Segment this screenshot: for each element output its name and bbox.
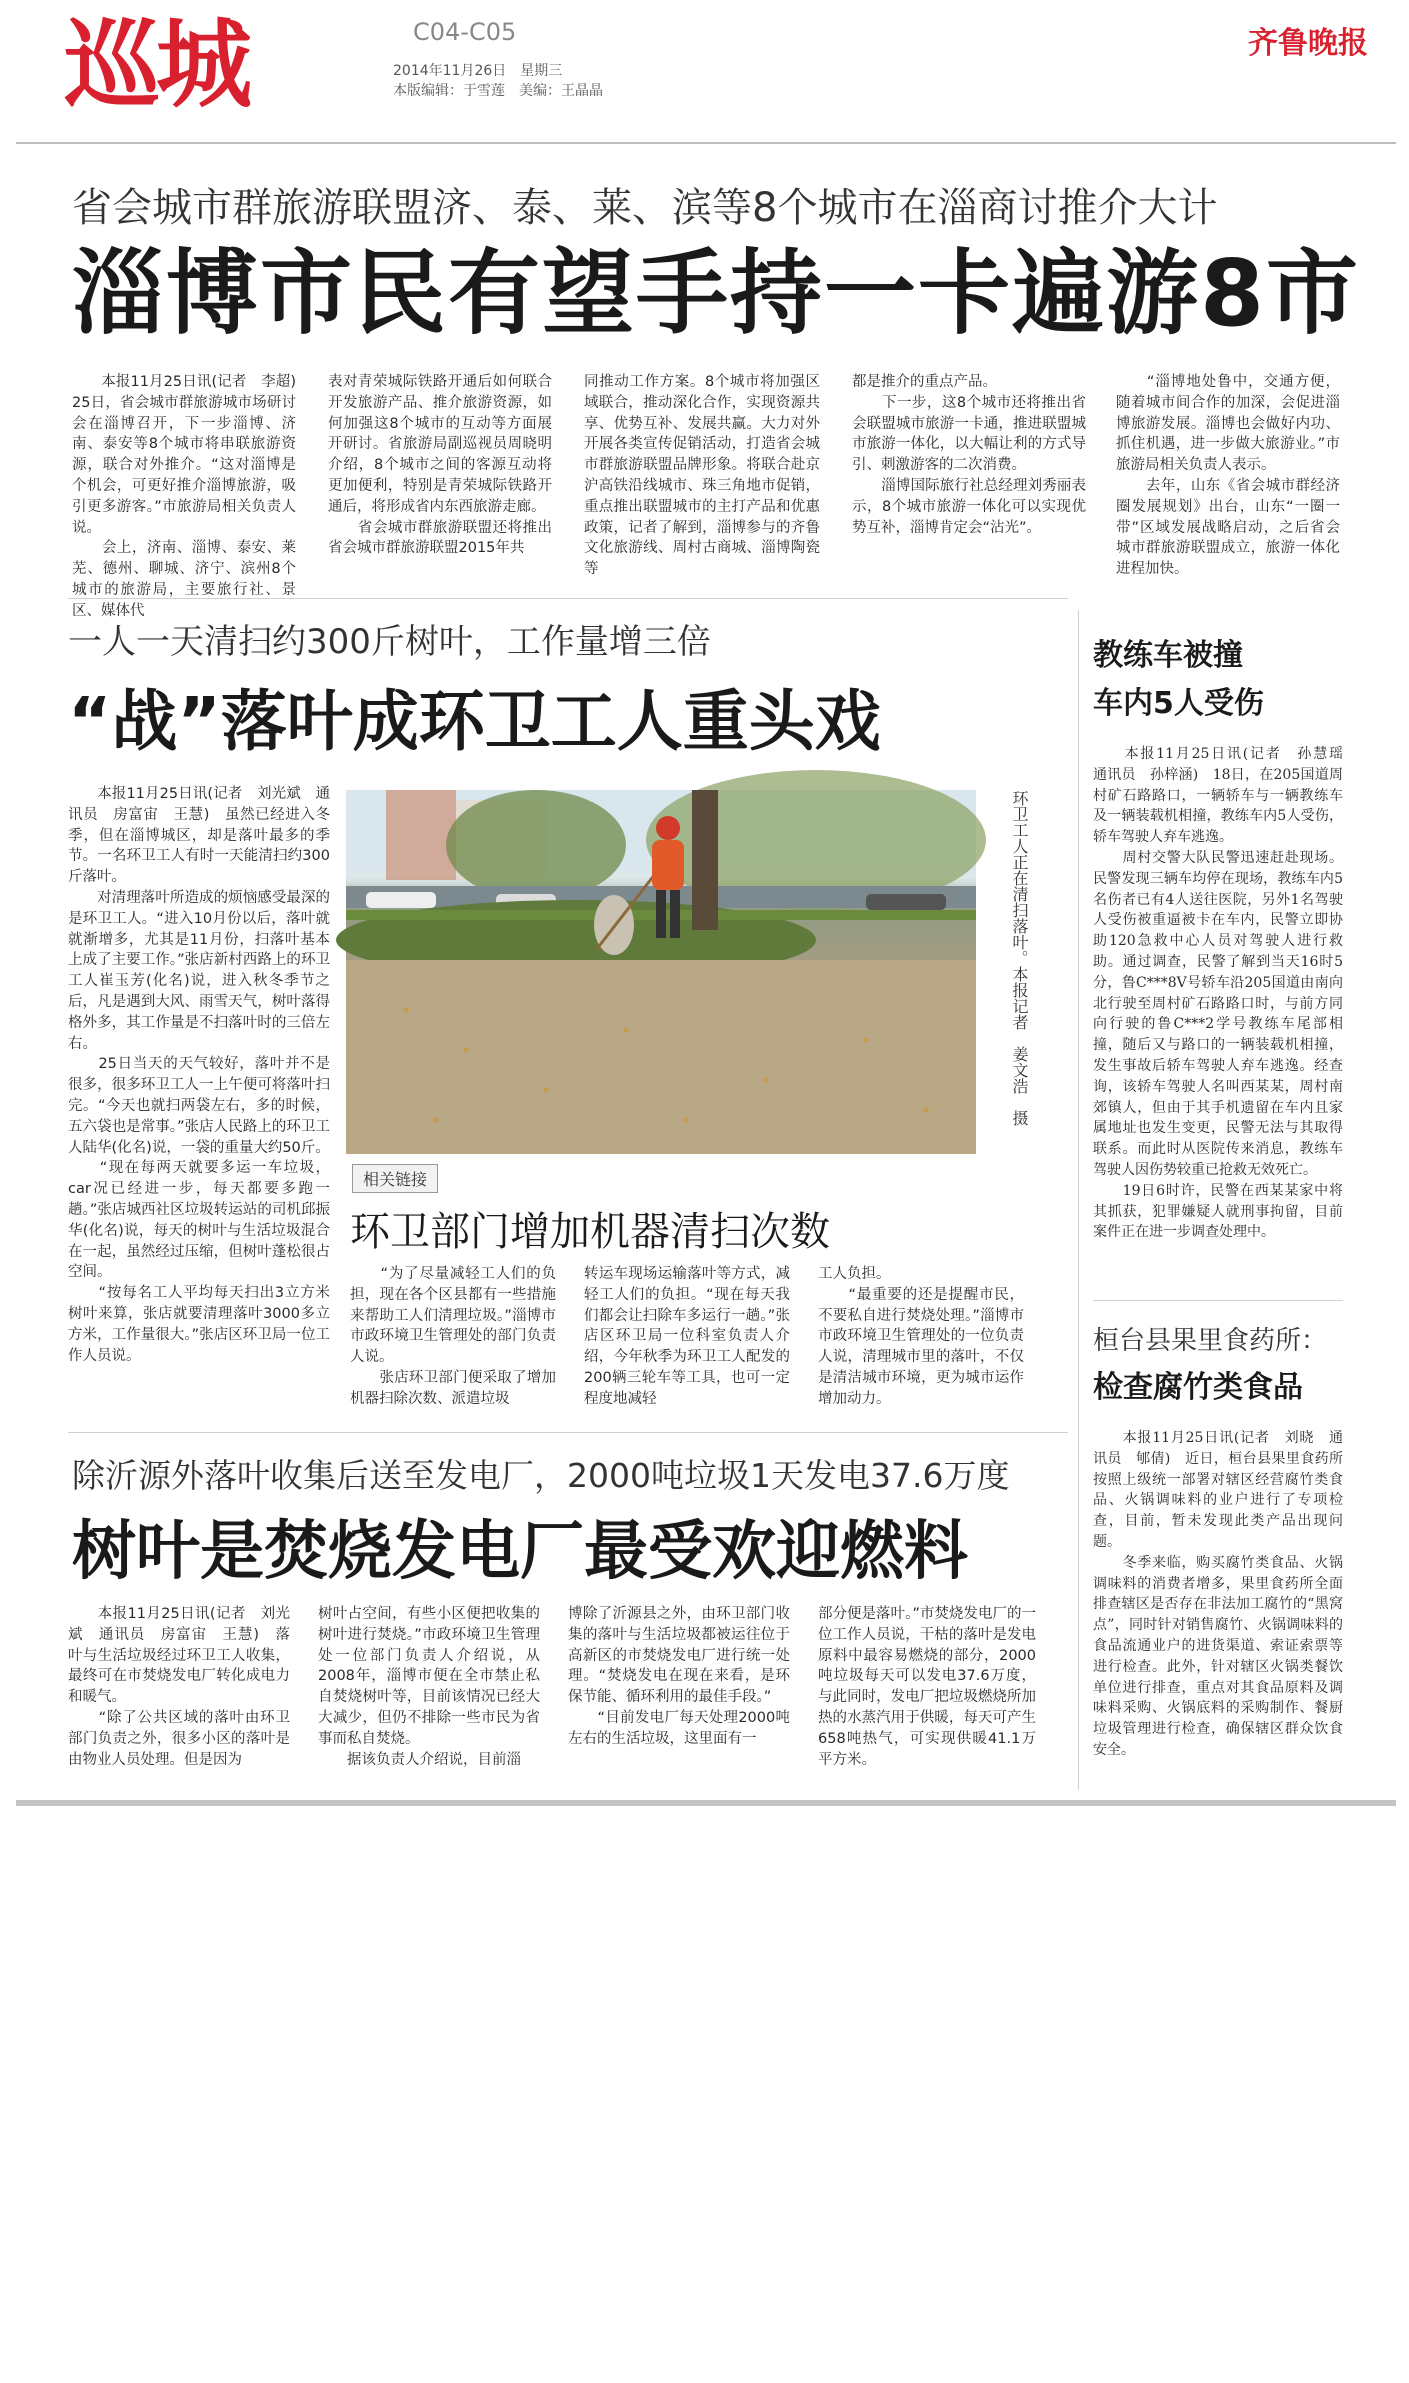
sidebar-story2-body: 本报11月25日讯(记者 刘晓 通讯员 郇倩) 近日，桓台县果里食药所按照上级统一部署对辖区经营腐竹类食品、火锅调味料的业户进行了专项检查，目前，暂未发现此类产品出现问题。 冬季来临，购买腐竹类食品、火锅调味料的消费者增多，果里食药所全面排查辖区是否存在非法加工腐竹的“黑窝点”，同时针对销售腐竹、火锅调味料的食品流通业户的进货渠道、索证索票等进行检查。此外，针对辖区火锅类餐饮单位进行排查，重点对其食品原料及调味料采购、火锅底料的采购制作、餐厨垃圾管理进行检查，确保辖区群众饮食安全。: [1093, 1430, 1343, 1758]
lead-headline: 淄博市民有望手持一卡遍游8市: [72, 240, 1361, 347]
related-column-1: “为了尽量减轻工人们的负担，现在各个区县都有一些措施来帮助工人们清理垃圾。”淄博市市政环境卫生管理处的部门负责人说。 张店环卫部门便采取了增加机器扫除次数、派遣垃圾: [350, 1266, 556, 1407]
sidebar-story2-kicker: 桓台县果里食药所：: [1093, 1326, 1328, 1356]
lead-column-5: “淄博地处鲁中，交通方便，随着城市间合作的加深，会促进淄博旅游发展。淄博也会做好内功、抓住机遇，进一步做大旅游业。”市旅游局相关负责人表示。 去年，山东《省会城市群经济圈发展规划》出台，山东“一圈一带”区域发展战略启动，之后省会城市群旅游联盟成立，旅游一体化进程加快。: [1116, 374, 1340, 578]
section-divider: [68, 598, 1068, 599]
leaves-column-1: 本报11月25日讯(记者 刘光斌 通讯员 房富宙 王慧) 虽然已经进入冬季，但在淄博城区，却是落叶最多的季节。一名环卫工人有时一天能清扫约300斤落叶。 对清理落叶所造成的烦恼感受最深的是环卫工人。“进入10月份以后，落叶就就渐增多，尤其是11月份，扫落叶基本上成了主要工作。”张店新村西路上的环卫工人崔玉芳(化名)说，进入秋冬季节之后，凡是遇到大风、雨雪天气，树叶落得格外多，其工作量是不扫落叶时的三倍左右。 25日当天的天气较好，落叶并不是很多，很多环卫工人一上午便可将落叶扫完。“今天也就扫两袋左右，多的时候，五六袋也是常事。”张店人民路上的环卫工人陆华(化名)说，一袋的重量大约50斤。 “现在每两天就要多运一车垃圾，car况已经进一步，每天都要多跑一趟。”张店城西社区垃圾转运站的司机邱振华(化名)说，每天的树叶与生活垃圾混合在一起，虽然经过压缩，但树叶蓬松很占空间。 “按每名工人平均每天扫出3立方米树叶来算，张店就要清理落叶3000多立方米，工作量很大。”张店区环卫局一位工作人员说。: [68, 786, 330, 1364]
related-column-2: 转运车现场运输落叶等方式，减轻工人们的负担。“现在每天我们都会让扫除车多运行一趟。”张店区环卫局一位科室负责人介绍，今年秋季为环卫工人配发的200辆三轮车等工具，也可一定程度地减轻: [584, 1266, 790, 1407]
issue-date: 2014年11月26日 星期三: [393, 63, 563, 79]
power-column-1: 本报11月25日讯(记者 刘光斌 通讯员 房富宙 王慧) 落叶与生活垃圾经过环卫工人收集，最终可在市焚烧发电厂转化成电力和暖气。 “除了公共区域的落叶由环卫部门负责之外，很多小区的落叶是由物业人员处理。但是因为: [68, 1606, 290, 1768]
footer-rule: [16, 1800, 1396, 1806]
leaves-kicker: 一人一天清扫约300斤树叶，工作量增三倍: [68, 622, 711, 662]
power-column-3: 博除了沂源县之外，由环卫部门收集的落叶与生活垃圾都被运往位于高新区的市焚烧发电厂进行统一处理。“焚烧发电在现在来看，是环保节能、循环利用的最佳手段。” “目前发电厂每天处理2000吨左右的生活垃圾，这里面有一: [568, 1606, 790, 1747]
lead-column-3: 同推动工作方案。8个城市将加强区域联合，推动深化合作，实现资源共享、优势互补、发展共赢。大力对外开展各类宣传促销活动，打造省会城市群旅游联盟品牌形象。将联合赴京沪高铁沿线城市、珠三角地市促销，重点推出联盟城市的主打产品和优惠政策，记者了解到，淄博参与的齐鲁文化旅游线、周村古商城、淄博陶瓷等: [584, 374, 820, 578]
sidebar-story2-title: 检查腐竹类食品: [1093, 1370, 1303, 1405]
related-link-label: 相关链接: [352, 1164, 438, 1193]
power-column-2: 树叶占空间，有些小区便把收集的树叶进行焚烧。”市政环境卫生管理处一位部门负责人介绍说，从2008年，淄博市便在全市禁止私自焚烧树叶等，目前该情况已经大大减少，但仍不排除一些市民为省事而私自焚烧。 据该负责人介绍说，目前淄: [318, 1606, 540, 1768]
related-column-3: 工人负担。 “最重要的还是提醒市民，不要私自进行焚烧处理。”淄博市市政环境卫生管理处的一位负责人说，清理城市里的落叶，不仅是清洁城市环境，更为城市运作增加动力。: [818, 1266, 1024, 1407]
street-sweeper-photo: [346, 790, 976, 1154]
section-divider: [68, 1432, 1068, 1433]
sidebar-story1-title-line1: 教练车被撞: [1093, 638, 1243, 673]
related-headline: 环卫部门增加机器清扫次数: [350, 1209, 830, 1255]
header-rule: [16, 142, 1396, 144]
power-column-4: 部分便是落叶。”市焚烧发电厂的一位工作人员说，干枯的落叶是发电原料中最容易燃烧的部分，2000吨垃圾每天可以发电37.6万度，与此同时，发电厂把垃圾燃烧所加热的水蒸汽用于供暖，每天可产生658吨热气，可实现供暖41.1万平方米。: [818, 1606, 1036, 1768]
sidebar-story1-body: 本报11月25日讯(记者 孙慧瑶 通讯员 孙梓涵) 18日，在205国道周村矿石路路口，一辆轿车与一辆教练车及一辆装载机相撞，教练车内5人受伤，轿车驾驶人弃车逃逸。 周村交警大队民警迅速赶赴现场。民警发现三辆车均停在现场，教练车内5名伤者已有4人送往医院，另外1名驾驶人受伤被重逼被卡在车内，民警立即协助120急救中心人员对驾驶人进行救助。通过调查，民警了解到当天16时5分，鲁C***8V号轿车沿205国道由南向北行驶至周村矿石路路口时，与前方同向行驶的鲁C***2学号教练车尾部相撞，随后又与路口的一辆装载机相撞，发生事故后轿车驾驶人弃车逃逸。经查询，该轿车驾驶人名叫西某某，周村南郊镇人，但由于其手机遗留在车内且家属地址也发生变更，民警无法与其取得联系。而此时从医院传来消息，教练车驾驶人因伤势较重已抢救无效死亡。 19日6时许，民警在西某某家中将其抓获，犯罪嫌疑人就刑事拘留，目前案件正在进一步调查处理中。: [1093, 746, 1343, 1241]
sidebar-divider: [1078, 610, 1079, 1790]
lead-column-4: 都是推介的重点产品。 下一步，这8个城市还将推出省会联盟城市旅游一卡通，推进联盟城市旅游一体化，以大幅让利的方式导引、刺激游客的二次消费。 淄博国际旅行社总经理刘秀丽表示，8个城市旅游一体化可以实现优势互补，淄博肯定会“沾光”。: [852, 374, 1086, 536]
lead-column-2: 表对青荣城际铁路开通后如何联合开发旅游产品、推介旅游资源，如何加强这8个城市的互动等方面展开研讨。省旅游局副巡视员周晓明介绍，8个城市之间的客源互动将更加便利，特别是青荣城际铁路开通后，将形成省内东西旅游走廊。 省会城市群旅游联盟还将推出省会城市群旅游联盟2015年共: [328, 374, 552, 557]
page-code: C04-C05: [413, 18, 517, 46]
sidebar-story1-title-line2: 车内5人受伤: [1093, 686, 1264, 721]
newspaper-logo: 齐鲁晚报: [1248, 26, 1368, 61]
lead-column-1: 本报11月25日讯(记者 李超) 25日，省会城市群旅游城市场研讨会在淄博召开，下一步淄博、济南、泰安等8个城市将串联旅游资源，联合对外推介。“这对淄博是个机会，可更好推介淄博旅游，吸引更多游客。”市旅游局相关负责人说。 会上，济南、淄博、泰安、莱芜、德州、聊城、济宁、滨州8个城市的旅游局，主要旅行社、景区、媒体代: [72, 374, 296, 619]
leaves-headline: “战”落叶成环卫工人重头戏: [68, 683, 881, 760]
section-logo: 巡城: [64, 8, 248, 121]
sidebar-story-divider: [1093, 1300, 1343, 1301]
power-headline: 树叶是焚烧发电厂最受欢迎燃料: [72, 1515, 968, 1589]
lead-kicker: 省会城市群旅游联盟济、泰、莱、滨等8个城市在淄商讨推介大计: [72, 185, 1218, 231]
photo-illustration: [346, 790, 976, 1154]
photo-caption: 环卫工人正在清扫落叶。本报记者 姜文浩 摄: [1010, 790, 1029, 1126]
editor-credits: 本版编辑：于雪莲 美编：王晶晶: [393, 83, 603, 99]
power-kicker: 除沂源外落叶收集后送至发电厂，2000吨垃圾1天发电37.6万度: [72, 1456, 1010, 1495]
